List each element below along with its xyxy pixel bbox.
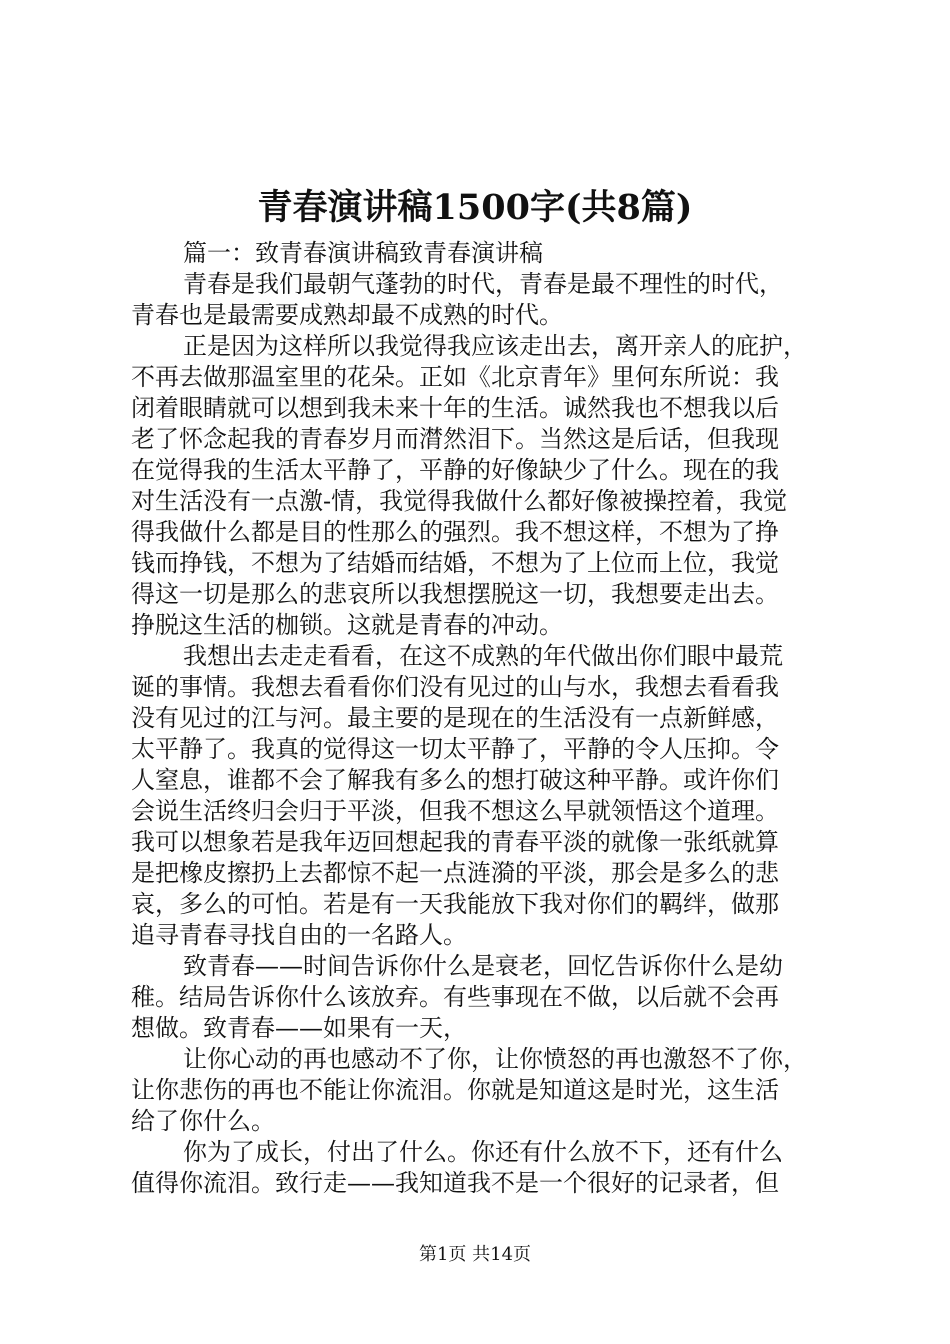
- text-line: 是把橡皮擦扔上去都惊不起一点涟漪的平淡，那会是多么的悲: [131, 859, 779, 887]
- text-line: 老了怀念起我的青春岁月而潸然泪下。当然这是后话，但我现: [131, 425, 779, 453]
- text-line: 篇一：致青春演讲稿致青春演讲稿: [183, 239, 543, 267]
- text-line: 值得你流泪。致行走——我知道我不是一个很好的记录者，但: [131, 1169, 779, 1197]
- text-line: 会说生活终归会归于平淡，但我不想这么早就领悟这个道理。: [131, 797, 779, 825]
- text-line: 诞的事情。我想去看看你们没有见过的山与水，我想去看看我: [131, 673, 779, 701]
- document-title: 青春演讲稿1500字(共8篇): [257, 187, 693, 228]
- text-line: 正是因为这样所以我觉得我应该走出去，离开亲人的庇护，: [183, 332, 807, 360]
- text-line: 得这一切是那么的悲哀所以我想摆脱这一切，我想要走出去。: [131, 580, 779, 608]
- text-line: 不再去做那温室里的花朵。正如《北京青年》里何东所说：我: [131, 363, 779, 391]
- text-line: 挣脱这生活的枷锁。这就是青春的冲动。: [131, 611, 563, 639]
- text-line: 青春也是最需要成熟却最不成熟的时代。: [131, 301, 563, 329]
- text-line: 钱而挣钱，不想为了结婚而结婚，不想为了上位而上位，我觉: [131, 549, 779, 577]
- text-line: 在觉得我的生活太平静了，平静的好像缺少了什么。现在的我: [131, 456, 779, 484]
- text-line: 追寻青春寻找自由的一名路人。: [131, 921, 467, 949]
- text-line: 你为了成长，付出了什么。你还有什么放不下，还有什么: [183, 1138, 783, 1166]
- text-line: 人窒息，谁都不会了解我有多么的想打破这种平静。或许你们: [131, 766, 779, 794]
- text-line: 对生活没有一点激-情，我觉得我做什么都好像被操控着，我觉: [131, 487, 788, 515]
- text-line: 太平静了。我真的觉得这一切太平静了，平静的令人压抑。令: [131, 735, 779, 763]
- text-line: 我可以想象若是我年迈回想起我的青春平淡的就像一张纸就算: [131, 828, 779, 856]
- text-line: 我想出去走走看看，在这不成熟的年代做出你们眼中最荒: [183, 642, 783, 670]
- text-line: 青春是我们最朝气蓬勃的时代，青春是最不理性的时代，: [183, 270, 783, 298]
- page-footer: 第1页 共14页: [418, 1244, 532, 1265]
- text-line: 哀，多么的可怕。若是有一天我能放下我对你们的羁绊，做那: [131, 890, 779, 918]
- text-line: 给了你什么。: [131, 1107, 275, 1135]
- text-line: 得我做什么都是目的性那么的强烈。我不想这样，不想为了挣: [131, 518, 779, 546]
- document-body: [131, 238, 831, 1199]
- text-line: 闭着眼睛就可以想到我未来十年的生活。诚然我也不想我以后: [131, 394, 779, 422]
- text-line: 没有见过的江与河。最主要的是现在的生活没有一点新鲜感，: [131, 704, 779, 732]
- text-line: 想做。致青春——如果有一天，: [131, 1014, 467, 1042]
- text-line: 让你悲伤的再也不能让你流泪。你就是知道这是时光，这生活: [131, 1076, 779, 1104]
- text-line: 稚。结局告诉你什么该放弃。有些事现在不做，以后就不会再: [131, 983, 779, 1011]
- text-line: 致青春——时间告诉你什么是衰老，回忆告诉你什么是幼: [183, 952, 783, 980]
- text-line: 让你心动的再也感动不了你，让你愤怒的再也激怒不了你，: [183, 1045, 807, 1073]
